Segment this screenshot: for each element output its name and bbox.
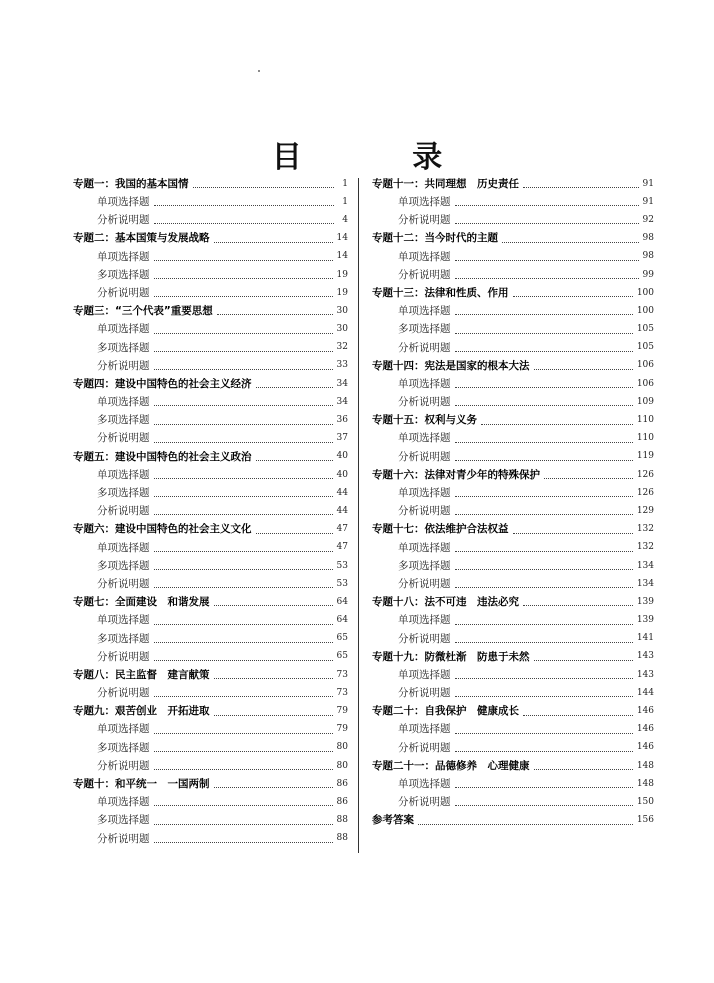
toc-page-number: 105 — [636, 342, 654, 353]
toc-topic-entry[interactable] — [372, 357, 654, 375]
toc-entry-label: 分析说明题 — [97, 359, 150, 372]
toc-page-number: 109 — [636, 396, 654, 407]
toc-page-number: 134 — [636, 578, 654, 589]
toc-entry-label: 单项选择题 — [97, 723, 150, 736]
toc-page-number: 53 — [336, 578, 348, 589]
toc-page-number: 44 — [336, 505, 348, 516]
toc-subentry[interactable] — [372, 684, 654, 702]
dot-leader — [154, 441, 333, 443]
dot-leader — [154, 495, 333, 497]
toc-entry-label: 多项选择题 — [97, 341, 150, 354]
dot-leader — [455, 459, 633, 461]
toc-page-number: 143 — [636, 651, 654, 662]
dot-leader — [418, 823, 633, 825]
toc-entry-label: 单项选择题 — [97, 614, 150, 627]
toc-subentry[interactable] — [73, 757, 348, 775]
dot-leader — [256, 386, 333, 388]
dot-leader — [455, 568, 633, 570]
toc-page-number: 64 — [336, 615, 348, 626]
dot-leader — [481, 423, 633, 425]
dot-leader — [534, 659, 633, 661]
toc-entry-label: 多项选择题 — [97, 414, 150, 427]
toc-topic-entry[interactable] — [73, 775, 348, 793]
toc-subentry[interactable] — [372, 448, 654, 466]
toc-entry-label: 单项选择题 — [398, 250, 451, 263]
toc-entry-label: 分析说明题 — [398, 268, 451, 281]
toc-entry-label: 专题十一：共同理想 历史责任 — [372, 177, 519, 190]
toc-entry-label: 分析说明题 — [398, 796, 451, 809]
dot-leader — [455, 350, 633, 352]
dot-leader — [455, 404, 633, 406]
toc-entry-label: 分析说明题 — [398, 450, 451, 463]
toc-page-number: 99 — [642, 269, 654, 280]
toc-entry-label: 多项选择题 — [97, 741, 150, 754]
dot-leader — [455, 313, 633, 315]
dot-leader — [154, 841, 333, 843]
dot-leader — [544, 477, 633, 479]
toc-page-number: 47 — [336, 524, 348, 535]
toc-page-number: 44 — [336, 487, 348, 498]
toc-subentry[interactable] — [372, 666, 654, 684]
toc-entry-label: 专题一：我国的基本国情 — [73, 177, 189, 190]
toc-topic-entry[interactable] — [73, 375, 348, 393]
toc-page-number: 79 — [336, 706, 348, 717]
toc-entry-label: 单项选择题 — [398, 305, 451, 318]
toc-page-number: 132 — [636, 524, 654, 535]
toc-page-number: 53 — [336, 560, 348, 571]
toc-entry-label: 单项选择题 — [97, 541, 150, 554]
toc-entry-label: 专题十六：法律对青少年的特殊保护 — [372, 468, 540, 481]
dot-leader — [455, 332, 633, 334]
toc-topic-entry[interactable] — [372, 284, 654, 302]
toc-subentry[interactable] — [73, 648, 348, 666]
dot-leader — [455, 386, 633, 388]
dot-leader — [214, 677, 333, 679]
toc-page-number: 91 — [642, 196, 654, 207]
dot-leader — [154, 477, 333, 479]
toc-page-number: 98 — [642, 233, 654, 244]
dot-leader — [455, 441, 633, 443]
toc-entry-label: 分析说明题 — [398, 577, 451, 590]
toc-entry-label: 单项选择题 — [398, 196, 451, 209]
dot-leader — [154, 277, 333, 279]
toc-page-number: 32 — [336, 342, 348, 353]
toc-page-number: 1 — [342, 178, 348, 189]
toc-entry-label: 分析说明题 — [398, 505, 451, 518]
toc-subentry[interactable] — [372, 612, 654, 630]
toc-subentry[interactable] — [73, 248, 348, 266]
toc-page-number: 34 — [336, 378, 348, 389]
dot-leader — [154, 295, 333, 297]
toc-page-number: 34 — [336, 396, 348, 407]
toc-subentry[interactable] — [73, 430, 348, 448]
toc-entry-label: 分析说明题 — [398, 632, 451, 645]
dot-leader — [523, 604, 633, 606]
toc-topic-entry[interactable] — [73, 593, 348, 611]
toc-entry-label: 多项选择题 — [97, 487, 150, 500]
dot-leader — [455, 586, 633, 588]
toc-page-number: 91 — [642, 178, 654, 189]
toc-entry-label: 专题九：艰苦创业 开拓进取 — [73, 705, 210, 718]
toc-page-number: 14 — [336, 233, 348, 244]
toc-entry-label: 单项选择题 — [398, 432, 451, 445]
toc-entry-label: 分析说明题 — [398, 341, 451, 354]
dot-leader — [154, 513, 333, 515]
toc-page-number: 79 — [336, 724, 348, 735]
toc-right-column — [372, 175, 654, 830]
toc-page-number: 47 — [336, 542, 348, 553]
toc-subentry[interactable] — [372, 339, 654, 357]
dot-leader — [455, 786, 633, 788]
toc-page-number: 86 — [336, 796, 348, 807]
dot-leader — [455, 222, 639, 224]
toc-page-number: 65 — [336, 633, 348, 644]
toc-topic-entry[interactable] — [372, 466, 654, 484]
toc-entry-label: 单项选择题 — [398, 614, 451, 627]
toc-page-number: 19 — [336, 269, 348, 280]
dot-leader — [523, 714, 633, 716]
toc-topic-entry[interactable] — [372, 411, 654, 429]
toc-entry-label: 多项选择题 — [97, 632, 150, 645]
toc-entry-label: 分析说明题 — [97, 432, 150, 445]
toc-subentry[interactable] — [372, 739, 654, 757]
toc-entry-label: 单项选择题 — [97, 323, 150, 336]
toc-page-number: 106 — [636, 378, 654, 389]
toc-page-number: 119 — [636, 451, 654, 462]
dot-leader — [154, 350, 333, 352]
toc-subentry[interactable] — [73, 575, 348, 593]
dot-leader — [217, 313, 333, 315]
dot-leader — [214, 604, 333, 606]
toc-page-number: 30 — [336, 305, 348, 316]
toc-subentry[interactable] — [372, 557, 654, 575]
toc-entry-label: 单项选择题 — [398, 541, 451, 554]
dot-leader — [154, 659, 333, 661]
toc-page-number: 126 — [636, 469, 654, 480]
toc-page-number: 156 — [636, 815, 654, 826]
toc-page-number: 98 — [642, 251, 654, 262]
toc-subentry[interactable] — [73, 393, 348, 411]
toc-subentry[interactable] — [372, 211, 654, 229]
toc-page-number: 110 — [636, 433, 654, 444]
toc-subentry[interactable] — [73, 266, 348, 284]
dot-leader — [455, 641, 633, 643]
toc-page-number: 33 — [336, 360, 348, 371]
toc-topic-entry[interactable] — [372, 230, 654, 248]
dot-leader — [154, 641, 333, 643]
toc-subentry[interactable] — [73, 357, 348, 375]
dot-leader — [455, 277, 639, 279]
toc-entry-label: 多项选择题 — [97, 268, 150, 281]
toc-page-number: 132 — [636, 542, 654, 553]
toc-subentry[interactable] — [372, 393, 654, 411]
toc-entry-label: 专题五：建设中国特色的社会主义政治 — [73, 450, 252, 463]
toc-entry-label: 单项选择题 — [97, 468, 150, 481]
dot-leader — [154, 768, 333, 770]
toc-topic-entry[interactable] — [372, 648, 654, 666]
dot-leader — [214, 241, 333, 243]
toc-subentry[interactable] — [73, 193, 348, 211]
dot-leader — [455, 513, 633, 515]
toc-entry-label: 单项选择题 — [97, 796, 150, 809]
toc-page-number: 88 — [336, 815, 348, 826]
toc-subentry[interactable] — [372, 793, 654, 811]
toc-page-number: 139 — [636, 615, 654, 626]
toc-page-number: 129 — [636, 505, 654, 516]
dot-leader — [455, 204, 639, 206]
toc-page-number: 14 — [336, 251, 348, 262]
toc-entry-label: 多项选择题 — [398, 559, 451, 572]
toc-entry-label: 分析说明题 — [97, 832, 150, 845]
toc-entry-label: 单项选择题 — [398, 377, 451, 390]
toc-subentry[interactable] — [372, 775, 654, 793]
toc-entry-label: 分析说明题 — [97, 505, 150, 518]
toc-subentry[interactable] — [73, 211, 348, 229]
dot-leader — [154, 586, 333, 588]
dot-leader — [455, 750, 633, 752]
dot-leader — [154, 404, 333, 406]
page-title: 目 录 — [271, 140, 493, 176]
toc-subentry[interactable] — [372, 266, 654, 284]
toc-subentry[interactable] — [73, 321, 348, 339]
dot-leader — [154, 804, 333, 806]
toc-page-number: 148 — [636, 778, 654, 789]
toc-topic-entry[interactable] — [372, 757, 654, 775]
toc-entry-label: 单项选择题 — [97, 250, 150, 263]
dot-leader — [154, 368, 333, 370]
toc-page-number: 141 — [636, 633, 654, 644]
toc-subentry[interactable] — [372, 375, 654, 393]
toc-page-number: 73 — [336, 687, 348, 698]
toc-topic-entry[interactable] — [372, 521, 654, 539]
toc-page-number: 86 — [336, 778, 348, 789]
toc-page-number: 150 — [636, 796, 654, 807]
toc-entry-label: 分析说明题 — [97, 214, 150, 227]
dot-leader — [455, 677, 633, 679]
toc-topic-entry[interactable] — [372, 702, 654, 720]
toc-page-number: 148 — [636, 760, 654, 771]
toc-entry-label: 分析说明题 — [97, 577, 150, 590]
toc-subentry[interactable] — [73, 502, 348, 520]
toc-subentry[interactable] — [372, 302, 654, 320]
toc-entry-label: 专题二：基本国策与发展战略 — [73, 232, 210, 245]
toc-topic-entry[interactable] — [372, 812, 654, 830]
toc-subentry[interactable] — [73, 284, 348, 302]
dot-leader — [154, 259, 333, 261]
dot-leader — [455, 623, 633, 625]
toc-subentry[interactable] — [73, 539, 348, 557]
toc-page-number: 88 — [336, 833, 348, 844]
toc-left-column — [73, 175, 348, 848]
dot-leader — [154, 568, 333, 570]
dot-leader — [154, 732, 333, 734]
toc-page-number: 100 — [636, 305, 654, 316]
dot-leader — [154, 623, 333, 625]
toc-subentry[interactable] — [372, 248, 654, 266]
toc-entry-label: 分析说明题 — [398, 214, 451, 227]
toc-page-number: 65 — [336, 651, 348, 662]
toc-topic-entry[interactable] — [73, 702, 348, 720]
toc-page-number: 80 — [336, 760, 348, 771]
toc-page-number: 100 — [636, 287, 654, 298]
toc-entry-label: 专题十五：权利与义务 — [372, 414, 477, 427]
toc-page-number: 146 — [636, 742, 654, 753]
toc-topic-entry[interactable] — [73, 666, 348, 684]
toc-subentry[interactable] — [73, 793, 348, 811]
toc-topic-entry[interactable] — [372, 593, 654, 611]
dot-leader — [193, 186, 335, 188]
dot-leader — [513, 295, 633, 297]
dot-leader — [455, 695, 633, 697]
toc-entry-label: 单项选择题 — [398, 778, 451, 791]
toc-entry-label: 分析说明题 — [97, 286, 150, 299]
toc-entry-label: 分析说明题 — [97, 687, 150, 700]
toc-subentry[interactable] — [372, 193, 654, 211]
toc-page-number: 40 — [336, 469, 348, 480]
dot-leader — [154, 332, 333, 334]
dot-leader — [502, 241, 639, 243]
toc-page-number: 36 — [336, 415, 348, 426]
toc-entry-label: 分析说明题 — [97, 650, 150, 663]
toc-subentry[interactable] — [73, 339, 348, 357]
dot-leader — [523, 186, 639, 188]
toc-subentry[interactable] — [73, 557, 348, 575]
toc-entry-label: 单项选择题 — [97, 396, 150, 409]
toc-subentry[interactable] — [372, 321, 654, 339]
toc-page-number: 134 — [636, 560, 654, 571]
dot-leader — [455, 732, 633, 734]
toc-page-number: 143 — [636, 669, 654, 680]
toc-page-number: 1 — [342, 196, 348, 207]
toc-page-number: 110 — [636, 415, 654, 426]
toc-entry-label: 专题八：民主监督 建言献策 — [73, 668, 210, 681]
toc-entry-label: 多项选择题 — [97, 559, 150, 572]
toc-subentry[interactable] — [73, 484, 348, 502]
toc-page-number: 30 — [336, 324, 348, 335]
toc-entry-label: 分析说明题 — [398, 396, 451, 409]
toc-entry-label: 多项选择题 — [398, 323, 451, 336]
dot-leader — [455, 259, 639, 261]
dot-leader — [256, 532, 333, 534]
toc-subentry[interactable] — [73, 721, 348, 739]
dot-leader — [455, 495, 633, 497]
toc-entry-label: 单项选择题 — [398, 723, 451, 736]
toc-subentry[interactable] — [372, 539, 654, 557]
toc-page-number: 37 — [336, 433, 348, 444]
dot-leader — [214, 786, 333, 788]
toc-entry-label: 参考答案 — [372, 814, 414, 827]
toc-subentry[interactable] — [73, 684, 348, 702]
toc-subentry[interactable] — [372, 502, 654, 520]
toc-subentry[interactable] — [73, 739, 348, 757]
toc-page-number: 73 — [336, 669, 348, 680]
toc-page-number: 139 — [636, 596, 654, 607]
dot-leader — [513, 532, 633, 534]
toc-page-number: 19 — [336, 287, 348, 298]
toc-page-number: 64 — [336, 596, 348, 607]
toc-entry-label: 专题十四：宪法是国家的根本大法 — [372, 359, 530, 372]
toc-entry-label: 专题十：和平统一 一国两制 — [73, 778, 210, 791]
toc-topic-entry[interactable] — [73, 521, 348, 539]
toc-topic-entry[interactable] — [73, 448, 348, 466]
dot-leader — [455, 550, 633, 552]
toc-subentry[interactable] — [372, 630, 654, 648]
toc-page-number: 92 — [642, 214, 654, 225]
toc-page-number: 40 — [336, 451, 348, 462]
dot-leader — [154, 204, 335, 206]
toc-page-number: 80 — [336, 742, 348, 753]
toc-entry-label: 分析说明题 — [398, 687, 451, 700]
toc-subentry[interactable] — [372, 721, 654, 739]
toc-topic-entry[interactable] — [73, 302, 348, 320]
toc-subentry[interactable] — [73, 612, 348, 630]
toc-page-number: 105 — [636, 324, 654, 335]
dot-leader — [455, 804, 633, 806]
dot-leader — [154, 823, 333, 825]
toc-entry-label: 单项选择题 — [398, 487, 451, 500]
toc-entry-label: 单项选择题 — [398, 668, 451, 681]
toc-entry-label: 单项选择题 — [97, 196, 150, 209]
dot-leader — [154, 695, 333, 697]
toc-topic-entry[interactable] — [73, 175, 348, 193]
toc-subentry[interactable] — [73, 466, 348, 484]
dot-leader — [154, 222, 335, 224]
column-divider — [358, 178, 359, 853]
toc-topic-entry[interactable] — [372, 175, 654, 193]
toc-entry-label: 专题二十：自我保护 健康成长 — [372, 705, 519, 718]
toc-entry-label: 专题十二：当今时代的主题 — [372, 232, 498, 245]
dot-leader — [154, 750, 333, 752]
toc-subentry[interactable] — [73, 630, 348, 648]
toc-entry-label: 多项选择题 — [97, 814, 150, 827]
toc-entry-label: 专题四：建设中国特色的社会主义经济 — [73, 377, 252, 390]
toc-entry-label: 专题十九：防微杜渐 防患于未然 — [372, 650, 530, 663]
scan-speck — [258, 70, 260, 72]
toc-entry-label: 专题十七：依法维护合法权益 — [372, 523, 509, 536]
toc-page-number: 146 — [636, 724, 654, 735]
toc-entry-label: 专题十八：法不可违 违法必究 — [372, 596, 519, 609]
toc-entry-label: 专题七：全面建设 和谐发展 — [73, 596, 210, 609]
dot-leader — [154, 423, 333, 425]
toc-page-number: 106 — [636, 360, 654, 371]
dot-leader — [214, 714, 333, 716]
toc-subentry[interactable] — [73, 411, 348, 429]
dot-leader — [534, 368, 633, 370]
toc-page-number: 126 — [636, 487, 654, 498]
toc-subentry[interactable] — [73, 812, 348, 830]
toc-page-number: 4 — [342, 214, 348, 225]
dot-leader — [256, 459, 333, 461]
dot-leader — [154, 550, 333, 552]
toc-entry-label: 专题六：建设中国特色的社会主义文化 — [73, 523, 252, 536]
toc-topic-entry[interactable] — [73, 230, 348, 248]
toc-entry-label: 专题二十一：品德修养 心理健康 — [372, 759, 530, 772]
toc-subentry[interactable] — [372, 575, 654, 593]
toc-subentry[interactable] — [372, 484, 654, 502]
toc-subentry[interactable] — [372, 430, 654, 448]
toc-page-number: 144 — [636, 687, 654, 698]
toc-entry-label: 专题三：“三个代表”重要思想 — [73, 305, 213, 318]
toc-entry-label: 专题十三：法律和性质、作用 — [372, 286, 509, 299]
toc-entry-label: 分析说明题 — [398, 741, 451, 754]
toc-entry-label: 分析说明题 — [97, 759, 150, 772]
dot-leader — [534, 768, 633, 770]
toc-page-number: 146 — [636, 706, 654, 717]
toc-subentry[interactable] — [73, 830, 348, 848]
